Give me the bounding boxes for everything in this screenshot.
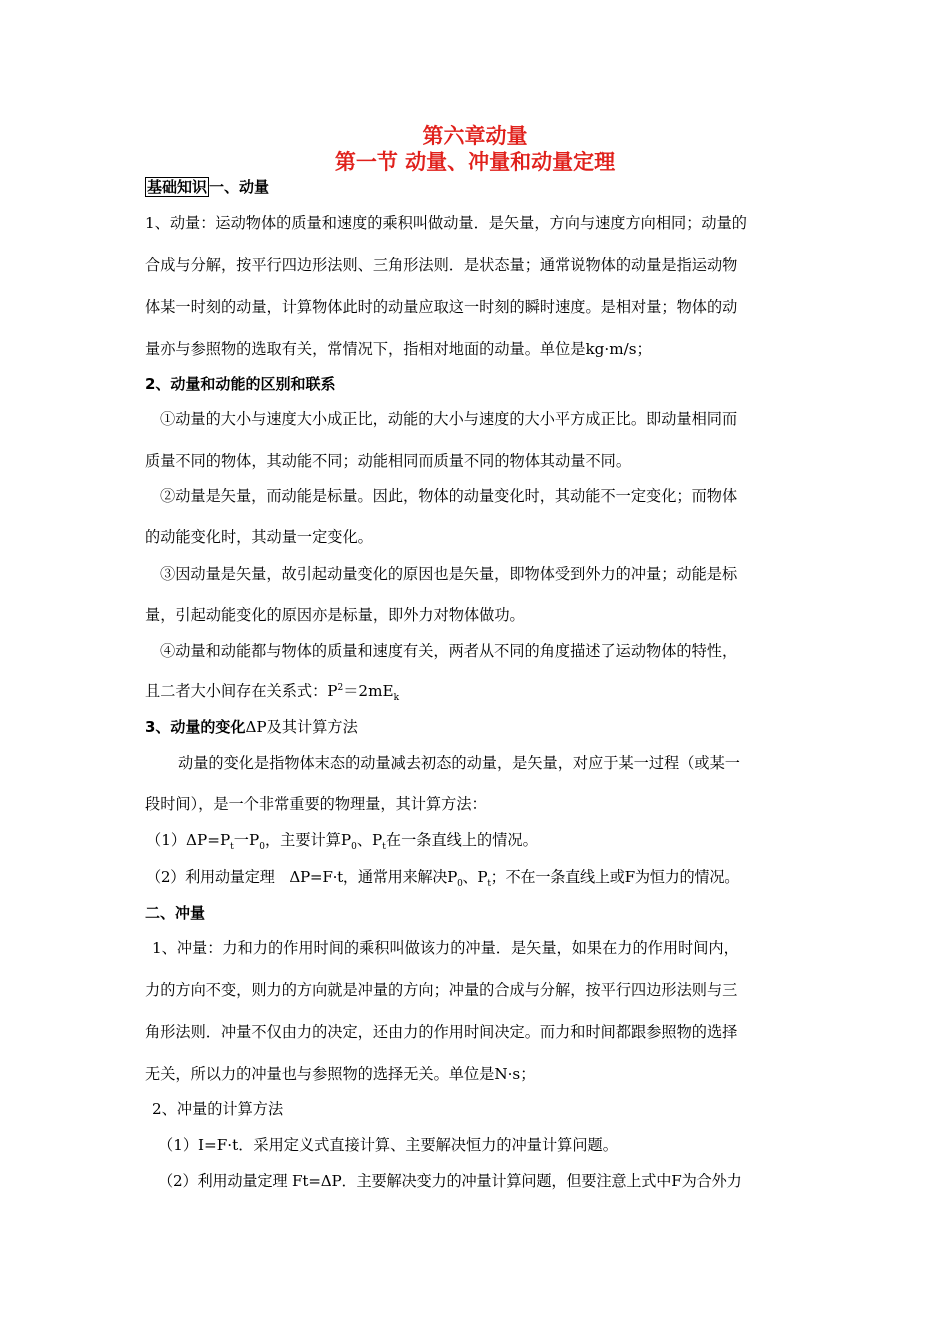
paragraph-line: 1、动量：运动物体的质量和速度的乘积叫做动量．是矢量，方向与速度方向相同；动量的 xyxy=(145,214,747,232)
section-title: 第一节 动量、冲量和动量定理 xyxy=(334,150,616,174)
heading-change: 3、动量的变化ΔP及其计算方法 xyxy=(145,718,358,736)
paragraph-line: 质量不同的物体，其动能不同；动能相同而质量不同的物体其动量不同。 xyxy=(145,452,631,470)
chapter-title: 第六章动量 xyxy=(422,124,528,148)
method-line: （1）I=F·t．采用定义式直接计算、主要解决恒力的冲量计算问题。 xyxy=(158,1136,618,1154)
formula-line: 且二者大小间存在关系式：$P^2=2mE_k$ xyxy=(145,682,400,704)
paragraph-line: ②动量是矢量，而动能是标量。因此，物体的动量变化时，其动能不一定变化；而物体 xyxy=(160,487,738,505)
paragraph-line: 合成与分解，按平行四边形法则、三角形法则．是状态量；通常说物体的动量是指运动物 xyxy=(145,256,738,274)
method-line: $(1)\Delta P=P_t$一$P_0$，主要计算$P_0$、$P_t$在一条直线上的情况。 xyxy=(146,831,538,853)
paragraph-line: 1、冲量：力和力的作用时间的乘积叫做该力的冲量．是矢量，如果在力的作用时间内， xyxy=(152,939,739,957)
basic-knowledge-heading xyxy=(145,176,815,198)
paragraph-line: ①动量的大小与速度大小成正比，动能的大小与速度的大小平方成正比。即动量相同而 xyxy=(160,410,738,428)
method-line: （2）利用动量定理 Ft=ΔP．主要解决变力的冲量计算问题，但要注意上式中F为合外力 xyxy=(158,1172,742,1190)
heading-difference: 2、动量和动能的区别和联系 xyxy=(145,375,336,393)
paragraph-line: 无关，所以力的冲量也与参照物的选择无关。单位是N·s； xyxy=(145,1065,536,1083)
paragraph-line: 角形法则．冲量不仅由力的决定，还由力的作用时间决定。而力和时间都跟参照物的选择 xyxy=(145,1023,738,1041)
paragraph-line: ③因动量是矢量，故引起动量变化的原因也是矢量，即物体受到外力的冲量；动能是标 xyxy=(160,565,738,583)
paragraph-line: 段时间），是一个非常重要的物理量，其计算方法： xyxy=(145,795,487,813)
basic-knowledge-label: 基础知识 xyxy=(147,178,208,196)
paragraph-line: 的动能变化时，其动量一定变化。 xyxy=(145,528,373,546)
paragraph-line: 2、冲量的计算方法 xyxy=(152,1100,284,1118)
method-line: （2）利用动量定理 ΔP=F·t，通常用来解决$P_0$、$P_t$；不在一条直线上或F为恒力的情况。 xyxy=(146,868,740,890)
heading-impulse: 二、冲量 xyxy=(145,904,206,922)
paragraph-line: ④动量和动能都与物体的质量和速度有关，两者从不同的角度描述了运动物体的特性， xyxy=(160,642,738,660)
paragraph-line: 量亦与参照物的选取有关，常情况下，指相对地面的动量。单位是kg·m/s； xyxy=(145,340,652,358)
paragraph-line: 体某一时刻的动量，计算物体此时的动量应取这一时刻的瞬时速度。是相对量；物体的动 xyxy=(145,298,738,316)
heading-momentum: 一、动量 xyxy=(209,178,270,196)
paragraph-line: 动量的变化是指物体末态的动量减去初态的动量，是矢量，对应于某一过程（或某一 xyxy=(178,754,740,772)
paragraph-line: 量，引起动能变化的原因亦是标量，即外力对物体做功。 xyxy=(145,606,525,624)
paragraph-line: 力的方向不变，则力的方向就是冲量的方向；冲量的合成与分解，按平行四边形法则与三 xyxy=(145,981,738,999)
